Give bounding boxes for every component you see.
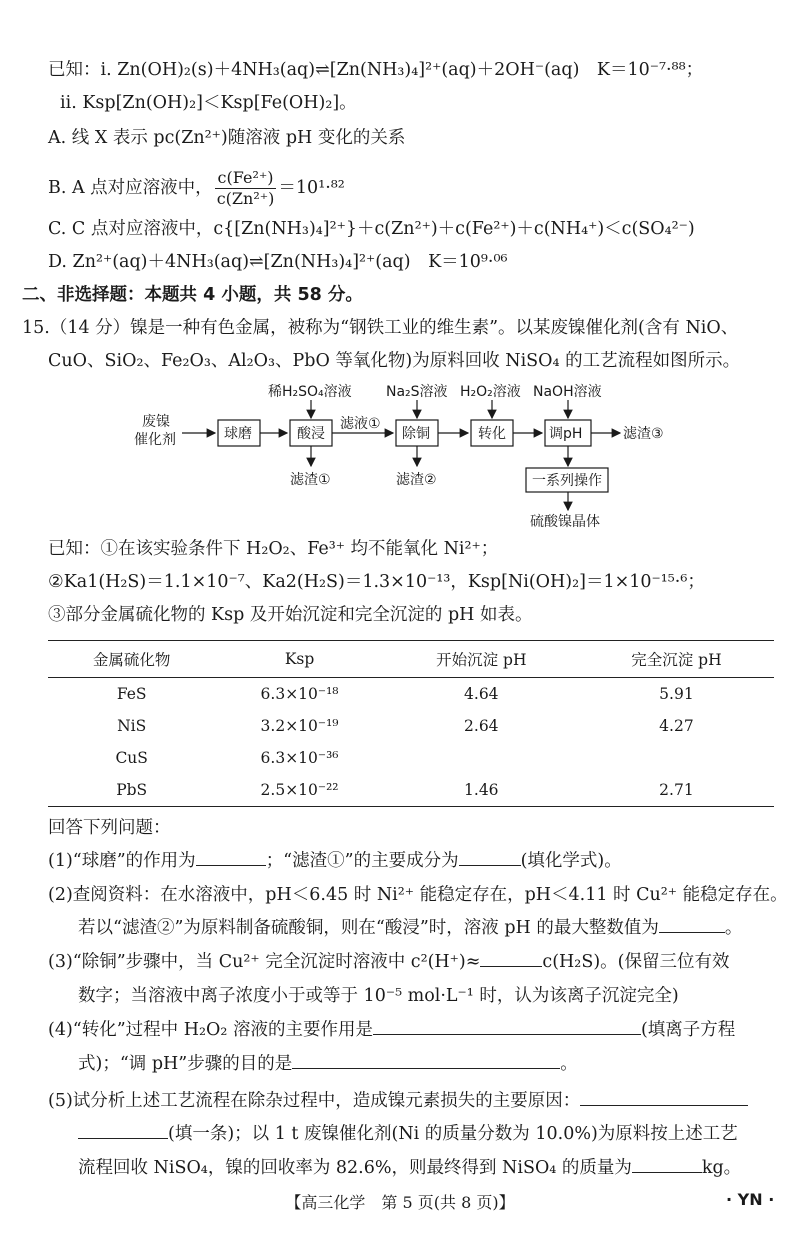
fraction-numerator: c(Fe²⁺) xyxy=(215,168,277,189)
q1-text-c: (填化学式)。 xyxy=(520,851,622,871)
q4-text-d: 。 xyxy=(560,1054,578,1074)
table-cell: 3.2×10⁻¹⁹ xyxy=(260,717,339,735)
residue-3-label: 滤渣③ xyxy=(623,426,664,442)
q2-blank[interactable] xyxy=(659,916,725,933)
q3-text-b: c(H₂S)。(保留三位有效 xyxy=(542,952,730,972)
reagent-na2s: Na₂S溶液 xyxy=(386,384,448,400)
question-5-line-1 xyxy=(48,1089,748,1113)
q1-blank-1[interactable] xyxy=(196,849,266,866)
question-2-line-1: (2)查阅资料：在水溶液中，pH＜6.45 时 Ni²⁺ 能稳定存在，pH＜4.11 时 Cu²⁺ 能稳定存在。 xyxy=(48,885,788,905)
table-cell: 4.27 xyxy=(659,717,694,735)
q5-text-c: 流程回收 NiSO₄，镍的回收率为 82.6%，则最终得到 NiSO₄ 的质量为 xyxy=(78,1158,632,1178)
q2-text-c: 。 xyxy=(724,918,743,938)
table-cell: 2.5×10⁻²² xyxy=(215,774,383,807)
q4-text-c: 式)；“调 pH”步骤的目的是 xyxy=(78,1054,293,1074)
table-cell xyxy=(579,742,774,774)
residue-1-label: 滤渣① xyxy=(290,472,331,488)
q5-blank-1-cont[interactable] xyxy=(78,1122,168,1139)
q5-text-d: kg。 xyxy=(701,1158,742,1178)
option-b-prefix: B. A 点对应溶液中， xyxy=(48,178,213,198)
q4-blank-1[interactable] xyxy=(373,1018,641,1035)
product-label: 硫酸镍晶体 xyxy=(530,514,600,530)
table-cell: 4.64 xyxy=(464,685,499,703)
page-footer: 【高三化学 第 5 页(共 8 页)】 xyxy=(285,1193,515,1212)
q5-blank-1[interactable] xyxy=(580,1089,748,1106)
table-cell xyxy=(384,742,579,774)
table-cell: PbS xyxy=(48,774,215,807)
question-5-line-2 xyxy=(78,1122,738,1146)
table-cell: FeS xyxy=(116,685,147,703)
option-b-fraction xyxy=(215,168,277,209)
table-row xyxy=(48,678,774,711)
operations-label: 一系列操作 xyxy=(532,473,602,489)
table-cell: CuS xyxy=(115,749,148,767)
reagent-h2so4: 稀H₂SO₄溶液 xyxy=(268,384,352,400)
ballmill-label: 球磨 xyxy=(224,426,252,442)
reagent-h2o2: H₂O₂溶液 xyxy=(460,384,521,400)
footer-code: · YN · xyxy=(726,1190,775,1209)
sulfide-table xyxy=(48,640,774,807)
table-cell: NiS xyxy=(117,717,147,735)
fraction-denominator: c(Zn²⁺) xyxy=(216,189,275,208)
q1-text-b: ；“滤渣①”的主要成分为 xyxy=(265,851,459,871)
convert-label: 转化 xyxy=(478,426,506,442)
option-a: A. 线 X 表示 pc(Zn²⁺)随溶液 pH 变化的关系 xyxy=(48,128,406,148)
q1-blank-2[interactable] xyxy=(459,849,521,866)
acid-leach-label: 酸浸 xyxy=(297,426,325,442)
question-5-line-3 xyxy=(78,1156,741,1180)
table-header: 金属硫化物 xyxy=(48,641,215,678)
table-cell: 5.91 xyxy=(659,685,694,703)
filtrate-1-label: 滤液① xyxy=(340,416,381,432)
table-row xyxy=(48,742,774,774)
table-header-row xyxy=(48,641,774,678)
q4-text-a: (4)“转化”过程中 H₂O₂ 溶液的主要作用是 xyxy=(48,1020,373,1040)
option-c: C. C 点对应溶液中，c{[Zn(NH₃)₄]²⁺}＋c(Zn²⁺)＋c(Fe²⁺)＋c(NH₄⁺)＜c(SO₄²⁻) xyxy=(48,219,695,239)
q2-text-b: 若以“滤渣②”为原料制备硫酸铜，则在“酸浸”时，溶液 pH 的最大整数值为 xyxy=(78,918,659,938)
table-cell: 6.3×10⁻³⁶ xyxy=(260,749,339,767)
table-cell: 2.64 xyxy=(464,717,499,735)
q4-text-b: (填离子方程 xyxy=(640,1020,736,1040)
question-3-line-1 xyxy=(48,950,729,974)
adjust-ph-label: 调pH xyxy=(549,426,583,442)
section-heading: 二、非选择题：本题共 4 小题，共 58 分。 xyxy=(22,285,363,305)
option-b-suffix: ＝10¹·⁸² xyxy=(278,178,345,198)
table-cell: 6.3×10⁻¹⁸ xyxy=(260,685,339,703)
known-line-2: ⅱ. Ksp[Zn(OH)₂]＜Ksp[Fe(OH)₂]。 xyxy=(60,93,357,113)
answer-intro: 回答下列问题： xyxy=(48,818,171,838)
decopper-label: 除铜 xyxy=(402,426,430,442)
q5-text-a: (5)试分析上述工艺流程在除杂过程中，造成镍元素损失的主要原因： xyxy=(48,1091,581,1111)
option-d: D. Zn²⁺(aq)＋4NH₃(aq)⇌[Zn(NH₃)₄]²⁺(aq) K＝10⁹·⁰⁶ xyxy=(48,252,508,272)
question-3-line-2: 数字；当溶液中离子浓度小于或等于 10⁻⁵ mol·L⁻¹ 时，认为该离子沉淀完全) xyxy=(78,986,679,1006)
question-2-line-2 xyxy=(78,916,742,940)
question-1 xyxy=(48,849,622,873)
residue-2-label: 滤渣② xyxy=(396,472,437,488)
known2-line-3: ③部分金属硫化物的 Ksp 及开始沉淀和完全沉淀的 pH 如表。 xyxy=(48,605,533,625)
q1-text-a: (1)“球磨”的作用为 xyxy=(48,851,196,871)
known-line-1: 已知：ⅰ. Zn(OH)₂(s)＋4NH₃(aq)⇌[Zn(NH₃)₄]²⁺(aq)＋2OH⁻(aq) K＝10⁻⁷·⁸⁸； xyxy=(48,60,704,80)
table-header: Ksp xyxy=(215,641,383,678)
question-4-line-2 xyxy=(78,1052,578,1076)
known2-line-2: ②Ka1(H₂S)＝1.1×10⁻⁷、Ka2(H₂S)＝1.3×10⁻¹³，Ksp[Ni(OH)₂]＝1×10⁻¹⁵·⁶； xyxy=(48,572,705,592)
q5-blank-2[interactable] xyxy=(632,1156,702,1173)
feed-label-1: 废镍 xyxy=(142,414,170,430)
question-4-line-1 xyxy=(48,1018,735,1042)
option-b xyxy=(48,168,345,209)
table-cell: 2.71 xyxy=(579,774,774,807)
q3-blank[interactable] xyxy=(480,950,542,967)
q3-text-a: (3)“除铜”步骤中，当 Cu²⁺ 完全沉淀时溶液中 c²(H⁺)≈ xyxy=(48,952,481,972)
q15-stem-line-2: CuO、SiO₂、Fe₂O₃、Al₂O₃、PbO 等氧化物)为原料回收 NiSO₄ 的工艺流程如图所示。 xyxy=(48,351,741,371)
table-row xyxy=(48,710,774,742)
q15-stem-line-1: 15.（14 分）镍是一种有色金属，被称为“钢铁工业的维生素”。以某废镍催化剂(含有 NiO、 xyxy=(22,318,739,338)
q4-blank-2[interactable] xyxy=(292,1052,560,1069)
table-row xyxy=(48,774,774,807)
q5-text-b: (填一条)；以 1 t 废镍催化剂(Ni 的质量分数为 10.0%)为原料按上述工艺 xyxy=(168,1124,738,1144)
reagent-naoh: NaOH溶液 xyxy=(533,384,602,400)
table-header: 开始沉淀 pH xyxy=(384,641,579,678)
feed-label-2: 催化剂 xyxy=(134,432,176,448)
table-cell: 1.46 xyxy=(384,774,579,807)
process-flow-diagram xyxy=(0,378,800,533)
table-header: 完全沉淀 pH xyxy=(579,641,774,678)
known2-line-1: 已知：①在该实验条件下 H₂O₂、Fe³⁺ 均不能氧化 Ni²⁺； xyxy=(48,539,499,559)
